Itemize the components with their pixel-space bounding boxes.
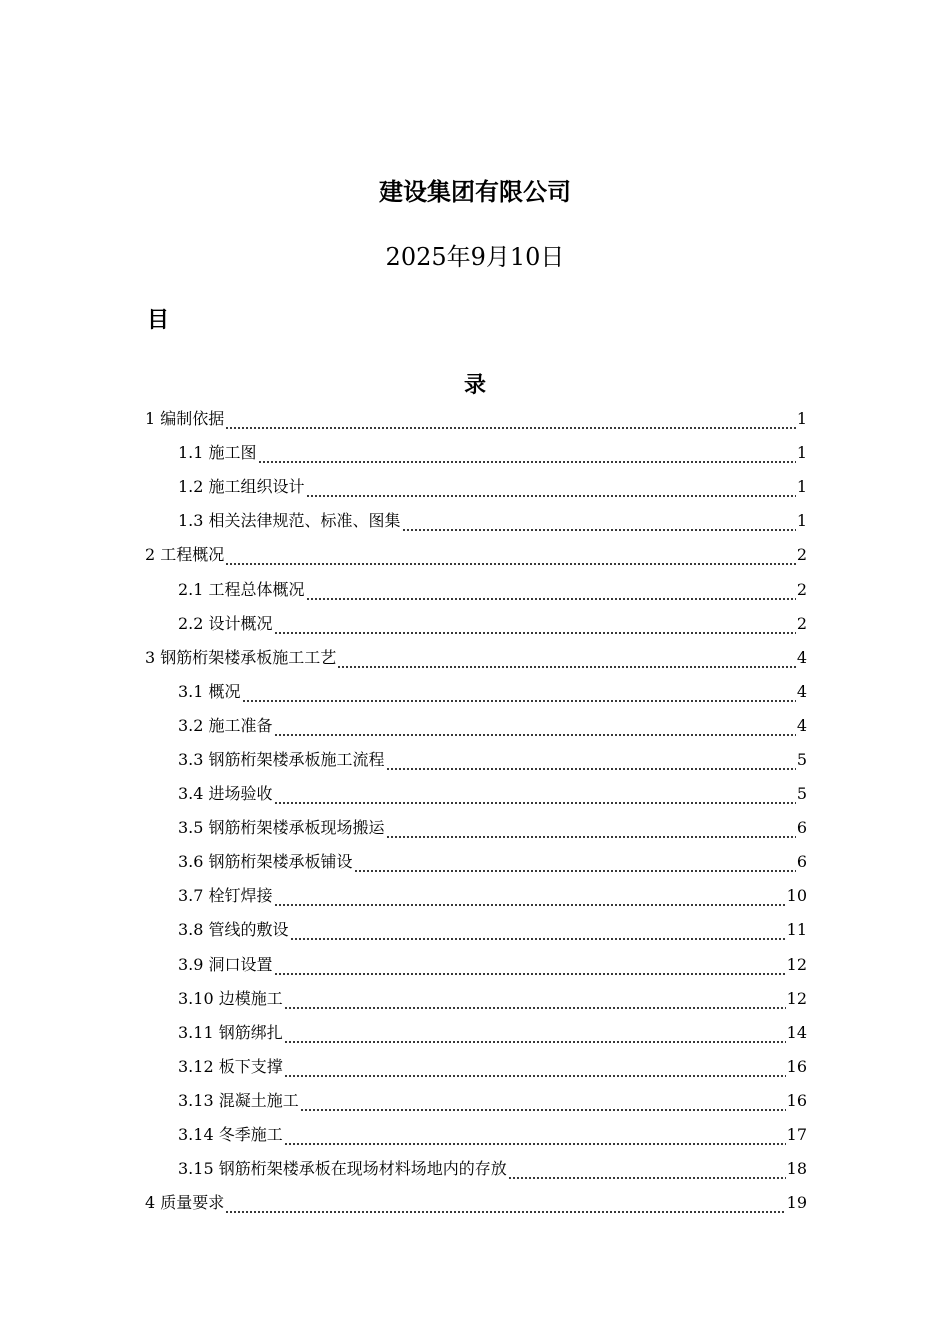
toc-entry-page: 4 — [796, 681, 807, 701]
toc-entry-title: 3.6 钢筋桁架楼承板铺设 — [178, 852, 353, 872]
toc-entry-title: 3.12 板下支撑 — [178, 1056, 283, 1076]
toc-entry-page: 2 — [796, 545, 807, 565]
toc-entry[interactable] — [145, 1152, 807, 1186]
toc-entry-page: 2 — [796, 579, 807, 599]
toc-entry[interactable] — [145, 1050, 807, 1084]
toc-entry-page: 1 — [796, 443, 807, 463]
toc-entry-page: 4 — [796, 715, 807, 735]
toc-entry-title: 2 工程概况 — [145, 545, 225, 565]
toc-entry[interactable] — [145, 675, 807, 709]
toc-entry-page: 10 — [786, 886, 807, 906]
toc-leader-dots — [337, 641, 796, 675]
toc-entry-title: 3.3 钢筋桁架楼承板施工流程 — [178, 749, 385, 769]
toc-entry[interactable] — [145, 436, 807, 470]
toc-entry-page: 12 — [786, 954, 807, 974]
toc-leader-dots — [225, 1186, 785, 1220]
toc-entry-title: 3.15 钢筋桁架楼承板在现场材料场地内的存放 — [178, 1159, 507, 1179]
toc-entry-title: 3.7 栓钉焊接 — [178, 886, 273, 906]
toc-entry-title: 3.4 进场验收 — [178, 784, 273, 804]
toc-entry-title: 3.10 边模施工 — [178, 988, 283, 1008]
toc-entry-page: 6 — [796, 818, 807, 838]
toc-leader-dots — [274, 607, 796, 641]
toc-entry-page: 2 — [796, 613, 807, 633]
toc-entry-page: 14 — [786, 1022, 807, 1042]
toc-entry-title: 1.1 施工图 — [178, 443, 257, 463]
toc-entry[interactable] — [145, 913, 807, 947]
toc-leader-dots — [284, 1016, 786, 1050]
toc-entry-title: 3.9 洞口设置 — [178, 954, 273, 974]
toc-leader-dots — [258, 436, 796, 470]
toc-entry[interactable] — [145, 1186, 807, 1220]
toc-leader-dots — [300, 1084, 786, 1118]
toc-entry-title: 4 质量要求 — [145, 1193, 225, 1213]
toc-entry[interactable] — [145, 1016, 807, 1050]
toc-leader-dots — [274, 777, 796, 811]
toc-leader-dots — [354, 845, 796, 879]
toc-leader-dots — [284, 1118, 786, 1152]
toc-entry-title: 1.2 施工组织设计 — [178, 477, 305, 497]
toc-leader-dots — [242, 675, 796, 709]
toc-heading-part1: 目 — [147, 308, 170, 333]
toc-entry[interactable] — [145, 641, 807, 675]
toc-entry[interactable] — [145, 982, 807, 1016]
toc-entry-page: 4 — [796, 647, 807, 667]
toc-entry-title: 3.14 冬季施工 — [178, 1125, 283, 1145]
toc-leader-dots — [274, 709, 796, 743]
toc-entry[interactable] — [145, 402, 807, 436]
toc-entry[interactable] — [145, 1118, 807, 1152]
toc-entry[interactable] — [145, 470, 807, 504]
toc-entry-page: 17 — [786, 1125, 807, 1145]
toc-entry-title: 3.5 钢筋桁架楼承板现场搬运 — [178, 818, 385, 838]
toc-entry-page: 16 — [786, 1090, 807, 1110]
toc-entry-title: 2.1 工程总体概况 — [178, 579, 305, 599]
toc-entry[interactable] — [145, 572, 807, 606]
toc-leader-dots — [508, 1152, 786, 1186]
toc-leader-dots — [274, 948, 786, 982]
toc-entry-title: 1.3 相关法律规范、标准、图集 — [178, 511, 401, 531]
toc-leader-dots — [290, 913, 786, 947]
toc-entry-page: 5 — [796, 784, 807, 804]
toc-entry[interactable] — [145, 538, 807, 572]
toc-entry-page: 6 — [796, 852, 807, 872]
toc-entry-page: 18 — [786, 1159, 807, 1179]
toc-leader-dots — [306, 573, 796, 607]
toc-entry[interactable] — [145, 1084, 807, 1118]
toc-entry[interactable] — [145, 607, 807, 641]
toc-entry[interactable] — [145, 743, 807, 777]
toc-entry-page: 5 — [796, 749, 807, 769]
toc-entry-page: 16 — [786, 1056, 807, 1076]
toc-entry-title: 1 编制依据 — [145, 409, 225, 429]
toc-entry-title: 3.11 钢筋绑扎 — [178, 1022, 283, 1042]
table-of-contents — [145, 402, 807, 1220]
toc-entry-title: 3.2 施工准备 — [178, 715, 273, 735]
toc-entry[interactable] — [145, 845, 807, 879]
toc-leader-dots — [274, 879, 786, 913]
toc-entry[interactable] — [145, 504, 807, 538]
toc-entry-title: 2.2 设计概况 — [178, 613, 273, 633]
toc-leader-dots — [386, 743, 796, 777]
toc-leader-dots — [386, 811, 796, 845]
toc-entry-title: 3.13 混凝土施工 — [178, 1090, 299, 1110]
toc-leader-dots — [306, 470, 796, 504]
toc-leader-dots — [225, 538, 796, 572]
toc-entry-page: 11 — [786, 920, 807, 940]
toc-leader-dots — [284, 982, 786, 1016]
toc-entry-title: 3 钢筋桁架楼承板施工工艺 — [145, 647, 337, 667]
toc-leader-dots — [225, 402, 796, 436]
company-name: 建设集团有限公司 — [379, 178, 571, 206]
toc-leader-dots — [402, 504, 796, 538]
toc-entry-title: 3.8 管线的敷设 — [178, 920, 289, 940]
toc-entry-title: 3.1 概况 — [178, 681, 241, 701]
toc-entry[interactable] — [145, 948, 807, 982]
toc-entry[interactable] — [145, 879, 807, 913]
toc-entry[interactable] — [145, 811, 807, 845]
toc-entry-page: 19 — [786, 1193, 807, 1213]
toc-leader-dots — [284, 1050, 786, 1084]
toc-entry-page: 1 — [796, 511, 807, 531]
toc-entry[interactable] — [145, 709, 807, 743]
toc-entry-page: 1 — [796, 409, 807, 429]
document-date: 2025年9月10日 — [385, 243, 565, 271]
toc-entry-page: 12 — [786, 988, 807, 1008]
toc-entry-page: 1 — [796, 477, 807, 497]
toc-entry[interactable] — [145, 777, 807, 811]
toc-heading-part2: 录 — [463, 373, 486, 398]
